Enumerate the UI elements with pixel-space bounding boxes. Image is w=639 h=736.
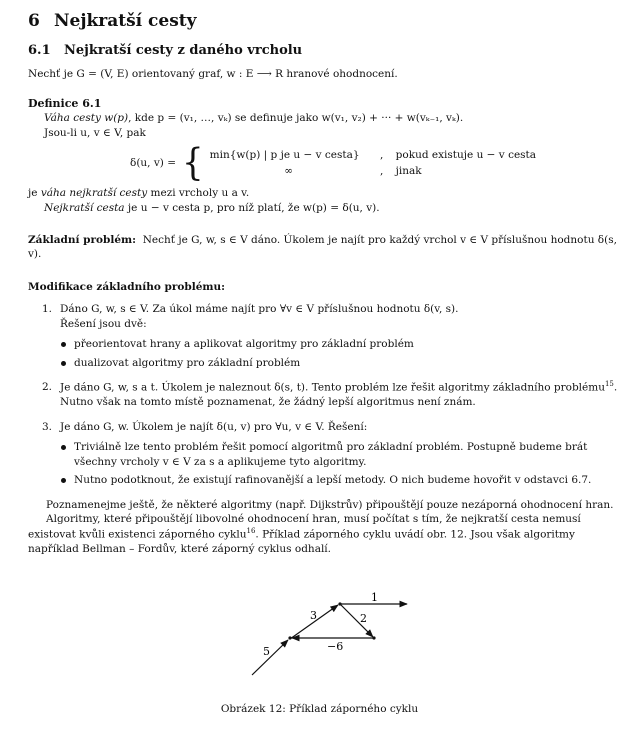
definition-line-2: Jsou-li u, v ∈ V, pak bbox=[44, 126, 146, 139]
list-item bbox=[28, 380, 624, 409]
item-number: 2. bbox=[42, 381, 53, 394]
closing-paragraph-2-rest: . Příklad záporného cyklu uvádí obr. 12. Jsou však algoritmy například Bellman – Fordův, které záporný cyklus odhalí. bbox=[28, 528, 575, 555]
closing-paragraph-2 bbox=[28, 512, 624, 556]
formula-brace: { bbox=[182, 141, 204, 186]
list-item bbox=[28, 302, 624, 370]
definition-term-weight: Váha cesty w(p) bbox=[44, 112, 129, 125]
section-number: 6 bbox=[28, 11, 40, 31]
definition-line-3-pre: je bbox=[28, 187, 41, 200]
intro-paragraph: Nechť je G = (V, E) orientovaný graf, w : E ⟶ R hranové ohodnocení. bbox=[28, 68, 398, 81]
delta-definition-formula bbox=[130, 141, 624, 186]
item-number: 1. bbox=[42, 303, 53, 316]
edge-incoming bbox=[252, 640, 288, 675]
subsection-title: Nejkratší cesty z daného vrcholu bbox=[64, 43, 303, 59]
edge-top-to-right bbox=[340, 604, 373, 637]
closing-paragraph-2-main: Algoritmy, které připouštějí libovolné ohodnocení hran, musí počítat s tím, že nejkratší cesta nemusí existovat kvůli existenci záporného cyklu bbox=[28, 513, 581, 541]
basic-problem-label: Základní problém: bbox=[28, 233, 137, 246]
edge-label-2: 2 bbox=[360, 612, 367, 625]
item-text-rest: . Nutno však na tomto místě poznamenat, že žádný lepší algoritmus není znám. bbox=[60, 381, 618, 409]
edge-label-3: 3 bbox=[310, 609, 317, 622]
case-1-condition: pokud existuje u − v cesta bbox=[395, 149, 537, 162]
section-heading bbox=[28, 10, 624, 33]
footnote-marker: 16 bbox=[246, 526, 256, 535]
formula-cases bbox=[210, 148, 576, 178]
case-2-sep: , bbox=[380, 164, 384, 177]
definition-heading: Definice 6.1 bbox=[28, 96, 102, 110]
case-2-value: ∞ bbox=[284, 164, 294, 177]
definition-term-shortest-path: Nejkratší cesta bbox=[44, 201, 125, 214]
negative-cycle-figure bbox=[200, 580, 440, 680]
vertex bbox=[288, 636, 291, 639]
definition-line-4-rest: je u − v cesta p, pro níž platí, že w(p) = δ(u, v). bbox=[124, 201, 380, 214]
bullet-list bbox=[60, 440, 624, 487]
section-title: Nejkratší cesty bbox=[54, 11, 197, 31]
formula-lhs: δ(u, v) = bbox=[130, 156, 177, 169]
list-item bbox=[28, 420, 624, 488]
definition-line-1-rest: , kde p = (v₁, …, vₖ) se definuje jako w(v₁, v₂) + ··· + w(vₖ₋₁, vₖ). bbox=[128, 112, 464, 125]
definition-line-1 bbox=[28, 111, 624, 125]
edge-label-5: 5 bbox=[263, 645, 270, 658]
modifications-list bbox=[28, 302, 624, 487]
item-text: Je dáno G, w. Úkolem je najít δ(u, v) pro ∀u, v ∈ V. Řešení: bbox=[60, 420, 368, 433]
definition-line-3 bbox=[28, 186, 624, 200]
item-subtext: Řešení jsou dvě: bbox=[60, 317, 147, 330]
subsection-heading bbox=[28, 42, 624, 60]
item-text: Dáno G, w, s ∈ V. Za úkol máme najít pro ∀v ∈ V příslušnou hodnotu δ(v, s). bbox=[60, 303, 459, 316]
vertex bbox=[372, 636, 375, 639]
edge-label-1: 1 bbox=[371, 591, 378, 604]
definition-line-4 bbox=[28, 201, 624, 215]
item-number: 3. bbox=[42, 420, 53, 433]
definition-term-shortest-weight: váha nejkratší cesty bbox=[40, 187, 148, 200]
definition-line-3-rest: mezi vrcholy u a v. bbox=[147, 187, 250, 200]
subsection-number: 6.1 bbox=[28, 43, 51, 59]
figure-caption: Obrázek 12: Příklad záporného cyklu bbox=[220, 703, 419, 715]
case-1-value: min{w(p) | p je u − v cesta} bbox=[209, 149, 360, 162]
bullet-item: dualizovat algoritmy pro základní problém bbox=[60, 356, 624, 370]
case-1-sep: , bbox=[380, 149, 384, 162]
footnote-marker: 15 bbox=[604, 380, 614, 389]
basic-problem-text: Nechť je G, w, s ∈ V dáno. Úkolem je najít pro každý vrchol v ∈ V příslušnou hodnotu δ(s, v). bbox=[28, 233, 617, 261]
vertex bbox=[338, 602, 341, 605]
bullet-item: přeorientovat hrany a aplikovat algoritmy pro základní problém bbox=[60, 337, 624, 351]
edge-label-neg6: −6 bbox=[327, 640, 344, 653]
basic-problem bbox=[28, 233, 624, 262]
item-text-main: Je dáno G, w, s a t. Úkolem je naleznout δ(s, t). Tento problém lze řešit algoritmy základního problému bbox=[60, 381, 605, 394]
modifications-heading: Modifikace základního problému: bbox=[28, 280, 225, 293]
bullet-item: Nutno podotknout, že existují rafinovanější a lepší metody. O nich budeme hovořit v odstavci 6.7. bbox=[60, 473, 624, 487]
page bbox=[28, 10, 624, 556]
closing-paragraph-1: Poznamenejme ještě, že některé algoritmy (např. Dijkstrův) připouštějí pouze nezáporná ohodnocení hran. bbox=[46, 498, 614, 511]
case-2-condition: jinak bbox=[395, 164, 422, 177]
bullet-list bbox=[60, 337, 624, 370]
item-text bbox=[60, 380, 624, 409]
bullet-item: Triviálně lze tento problém řešit pomocí algoritmů pro základní problém. Postupně budeme brát všechny vrcholy v ∈ V za s a aplikujeme tyto algoritmy. bbox=[60, 440, 624, 469]
